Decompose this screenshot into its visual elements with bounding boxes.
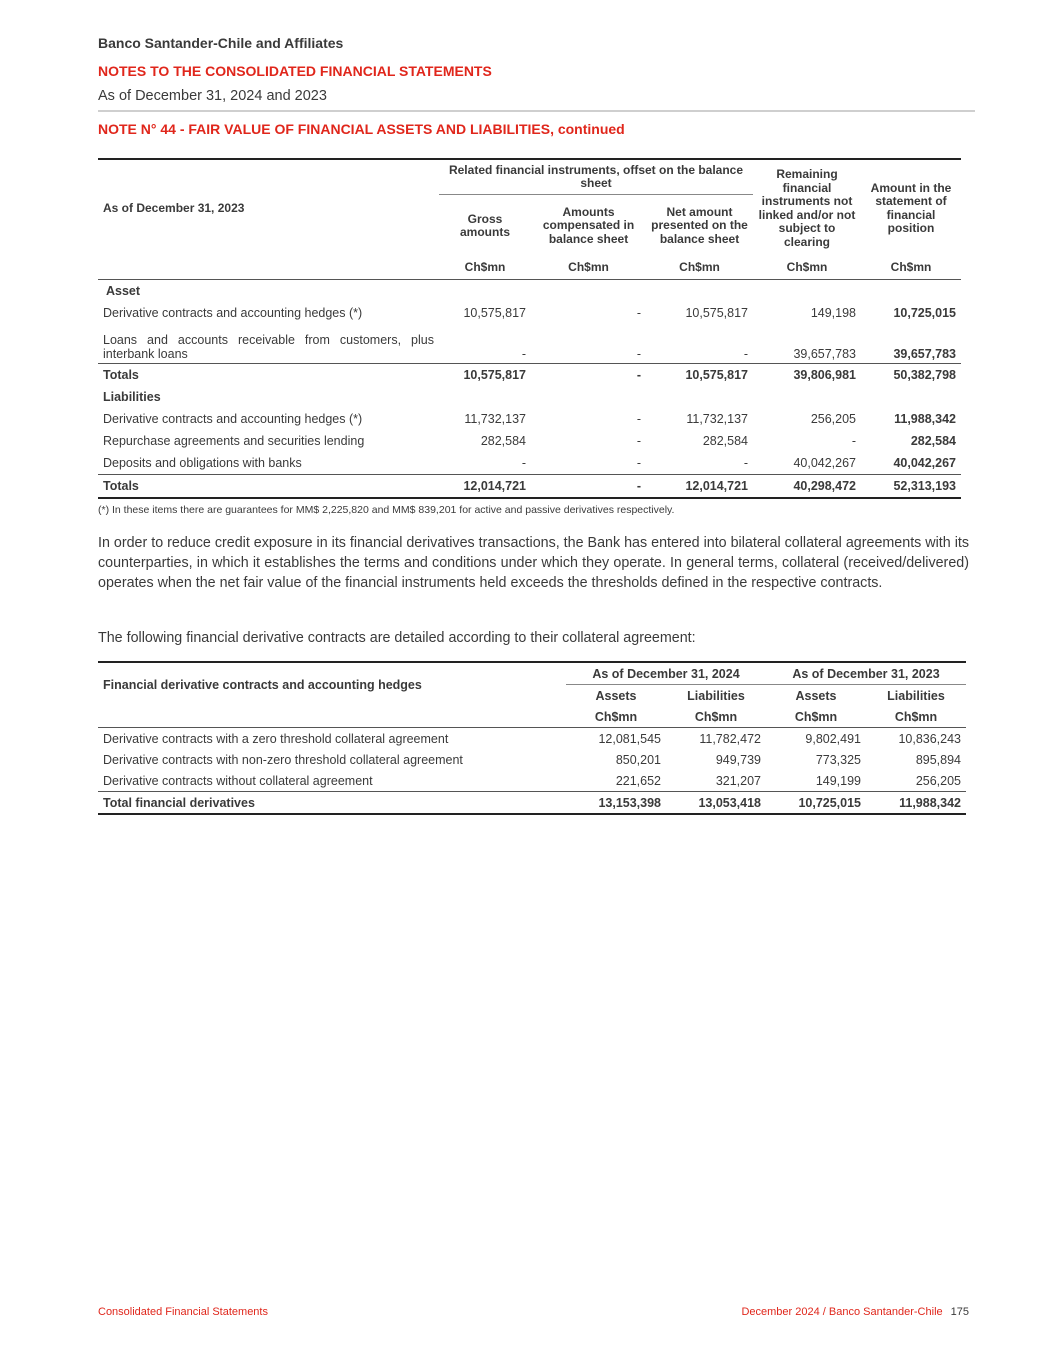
- table2-row-header: Financial derivative contracts and accounting hedges: [103, 677, 422, 692]
- as-of-date: As of December 31, 2024 and 2023: [98, 88, 327, 104]
- remaining-value: -: [851, 434, 856, 448]
- compensated-value: -: [531, 475, 646, 499]
- compensated-value: -: [531, 364, 646, 387]
- col-net: Net amount presented on the balance sheet: [651, 204, 748, 246]
- net-value: 12,014,721: [646, 475, 753, 499]
- footer-left: Consolidated Financial Statements: [98, 1306, 268, 1318]
- col-amount: Amount in the statement of financial position: [870, 180, 952, 235]
- assets-2023: 149,199: [815, 773, 861, 788]
- amount-value: 10,725,015: [893, 306, 956, 320]
- assets-2024: 13,153,398: [566, 792, 666, 815]
- net-value: -: [743, 347, 748, 361]
- offset-table: [98, 158, 961, 499]
- group-2023: As of December 31, 2023: [766, 662, 966, 685]
- col-remaining: Remaining financial instruments not linked and/or not subject to clearing: [758, 167, 856, 249]
- compensated-value: -: [636, 412, 641, 426]
- table1-group-header: Related financial instruments, offset on the balance sheet: [439, 159, 753, 195]
- footer-right-text: December 2024 / Banco Santander-Chile: [741, 1306, 943, 1318]
- row-label: Repurchase agreements and securities lending: [103, 434, 365, 448]
- amount-value: 52,313,193: [861, 475, 961, 499]
- row-label: Totals: [98, 364, 439, 387]
- amount-value: 282,584: [910, 434, 956, 448]
- unit-label: Ch$mn: [861, 257, 961, 280]
- table-row: [98, 452, 961, 475]
- amount-value: 50,382,798: [861, 364, 961, 387]
- unit-label: Ch$mn: [666, 706, 766, 728]
- gross-value: -: [521, 456, 526, 470]
- unit-label: Ch$mn: [866, 706, 966, 728]
- liabilities-heading: Liabilities: [103, 390, 161, 404]
- net-value: 282,584: [702, 434, 748, 448]
- header-divider: [98, 110, 975, 112]
- page-number: 175: [950, 1306, 969, 1318]
- gross-value: -: [521, 347, 526, 361]
- table-row: [98, 408, 961, 430]
- table-row: [98, 749, 966, 770]
- amount-value: 40,042,267: [893, 456, 956, 470]
- unit-blank: [98, 257, 439, 280]
- table1-row-header: As of December 31, 2023: [103, 200, 245, 215]
- net-value: 11,732,137: [686, 412, 748, 426]
- liabilities-2023: 10,836,243: [898, 731, 961, 746]
- liabilities-2024: 11,782,472: [699, 731, 761, 746]
- remaining-value: 40,298,472: [753, 475, 861, 499]
- asset-total-row: [98, 364, 961, 387]
- gross-value: 12,014,721: [439, 475, 531, 499]
- col-assets: Assets: [795, 688, 837, 703]
- company-name: Banco Santander-Chile and Affiliates: [98, 35, 344, 51]
- remaining-value: 39,806,981: [753, 364, 861, 387]
- unit-label: Ch$mn: [531, 257, 646, 280]
- net-value: -: [743, 456, 748, 470]
- assets-2024: 221,652: [615, 773, 661, 788]
- row-label: Derivative contracts with non-zero threshold collateral agreement: [103, 752, 463, 767]
- row-label: Derivative contracts with a zero threshold collateral agreement: [103, 731, 449, 746]
- row-label: Derivative contracts and accounting hedges (*): [103, 412, 363, 426]
- liabilities-2024: 13,053,418: [666, 792, 766, 815]
- table-row: [98, 324, 961, 364]
- row-label: Derivative contracts without collateral agreement: [103, 773, 373, 788]
- table-row: [98, 770, 966, 792]
- unit-label: Ch$mn: [766, 706, 866, 728]
- col-gross: Gross amounts: [459, 211, 510, 239]
- remaining-value: 149,198: [810, 306, 856, 320]
- collateral-paragraph: In order to reduce credit exposure in its financial derivatives transactions, the Bank has entered into bilateral collateral agreements with its counterparties, in which it establishes the terms and conditions under which they operate. In general terms, collateral (received/delivered) operates when the net fair value of the financial instruments held exceeds the thresholds defined in the respective contracts.: [98, 535, 969, 592]
- table-row: [98, 302, 961, 324]
- row-label: Derivative contracts and accounting hedges (*): [103, 306, 363, 320]
- table-row: [98, 728, 966, 750]
- liabilities-2023: 256,205: [915, 773, 961, 788]
- row-label: Loans and accounts receivable from customers, plus interbank loans: [103, 333, 434, 361]
- row-label: Total financial derivatives: [98, 792, 566, 815]
- liabilities-2023: 11,988,342: [866, 792, 966, 815]
- net-value: 10,575,817: [685, 306, 748, 320]
- total-row: [98, 792, 966, 815]
- liabilities-total-row: [98, 475, 961, 499]
- compensated-value: -: [636, 306, 641, 320]
- assets-2023: 9,802,491: [805, 731, 861, 746]
- row-label: Totals: [98, 475, 439, 499]
- row-label: Deposits and obligations with banks: [103, 456, 302, 470]
- remaining-value: 39,657,783: [793, 347, 856, 361]
- amount-value: 11,988,342: [894, 412, 956, 426]
- notes-title: NOTES TO THE CONSOLIDATED FINANCIAL STATEMENTS: [98, 63, 492, 79]
- col-liabilities: Liabilities: [687, 688, 745, 703]
- remaining-value: 40,042,267: [793, 456, 856, 470]
- unit-label: Ch$mn: [753, 257, 861, 280]
- footnote: (*) In these items there are guarantees for MM$ 2,225,820 and MM$ 839,201 for active and passive derivatives respectively.: [98, 504, 675, 516]
- amount-value: 39,657,783: [893, 347, 956, 361]
- net-value: 10,575,817: [646, 364, 753, 387]
- col-assets: Assets: [595, 688, 637, 703]
- liabilities-2024: 321,207: [715, 773, 761, 788]
- unit-label: Ch$mn: [646, 257, 753, 280]
- unit-blank: [98, 706, 566, 728]
- assets-2024: 850,201: [615, 752, 661, 767]
- col-compensated: Amounts compensated in balance sheet: [542, 204, 635, 246]
- intro-text: The following financial derivative contracts are detailed according to their collateral agreement:: [98, 630, 696, 646]
- asset-heading: Asset: [106, 284, 141, 298]
- note-title: NOTE N° 44 - FAIR VALUE OF FINANCIAL ASSETS AND LIABILITIES, continued: [98, 121, 625, 137]
- compensated-value: -: [636, 434, 641, 448]
- collateral-table: [98, 661, 966, 815]
- liabilities-2024: 949,739: [715, 752, 761, 767]
- gross-value: 10,575,817: [439, 364, 531, 387]
- footer-right: [741, 1306, 969, 1318]
- unit-label: Ch$mn: [566, 706, 666, 728]
- assets-2023: 773,325: [815, 752, 861, 767]
- unit-label: Ch$mn: [439, 257, 531, 280]
- gross-value: 282,584: [480, 434, 526, 448]
- table-row: [98, 430, 961, 452]
- remaining-value: 256,205: [810, 412, 856, 426]
- liabilities-2023: 895,894: [915, 752, 961, 767]
- gross-value: 10,575,817: [463, 306, 526, 320]
- gross-value: 11,732,137: [464, 412, 526, 426]
- col-liabilities: Liabilities: [887, 688, 945, 703]
- compensated-value: -: [636, 347, 641, 361]
- group-2024: As of December 31, 2024: [566, 662, 766, 685]
- assets-2024: 12,081,545: [598, 731, 661, 746]
- compensated-value: -: [636, 456, 641, 470]
- assets-2023: 10,725,015: [766, 792, 866, 815]
